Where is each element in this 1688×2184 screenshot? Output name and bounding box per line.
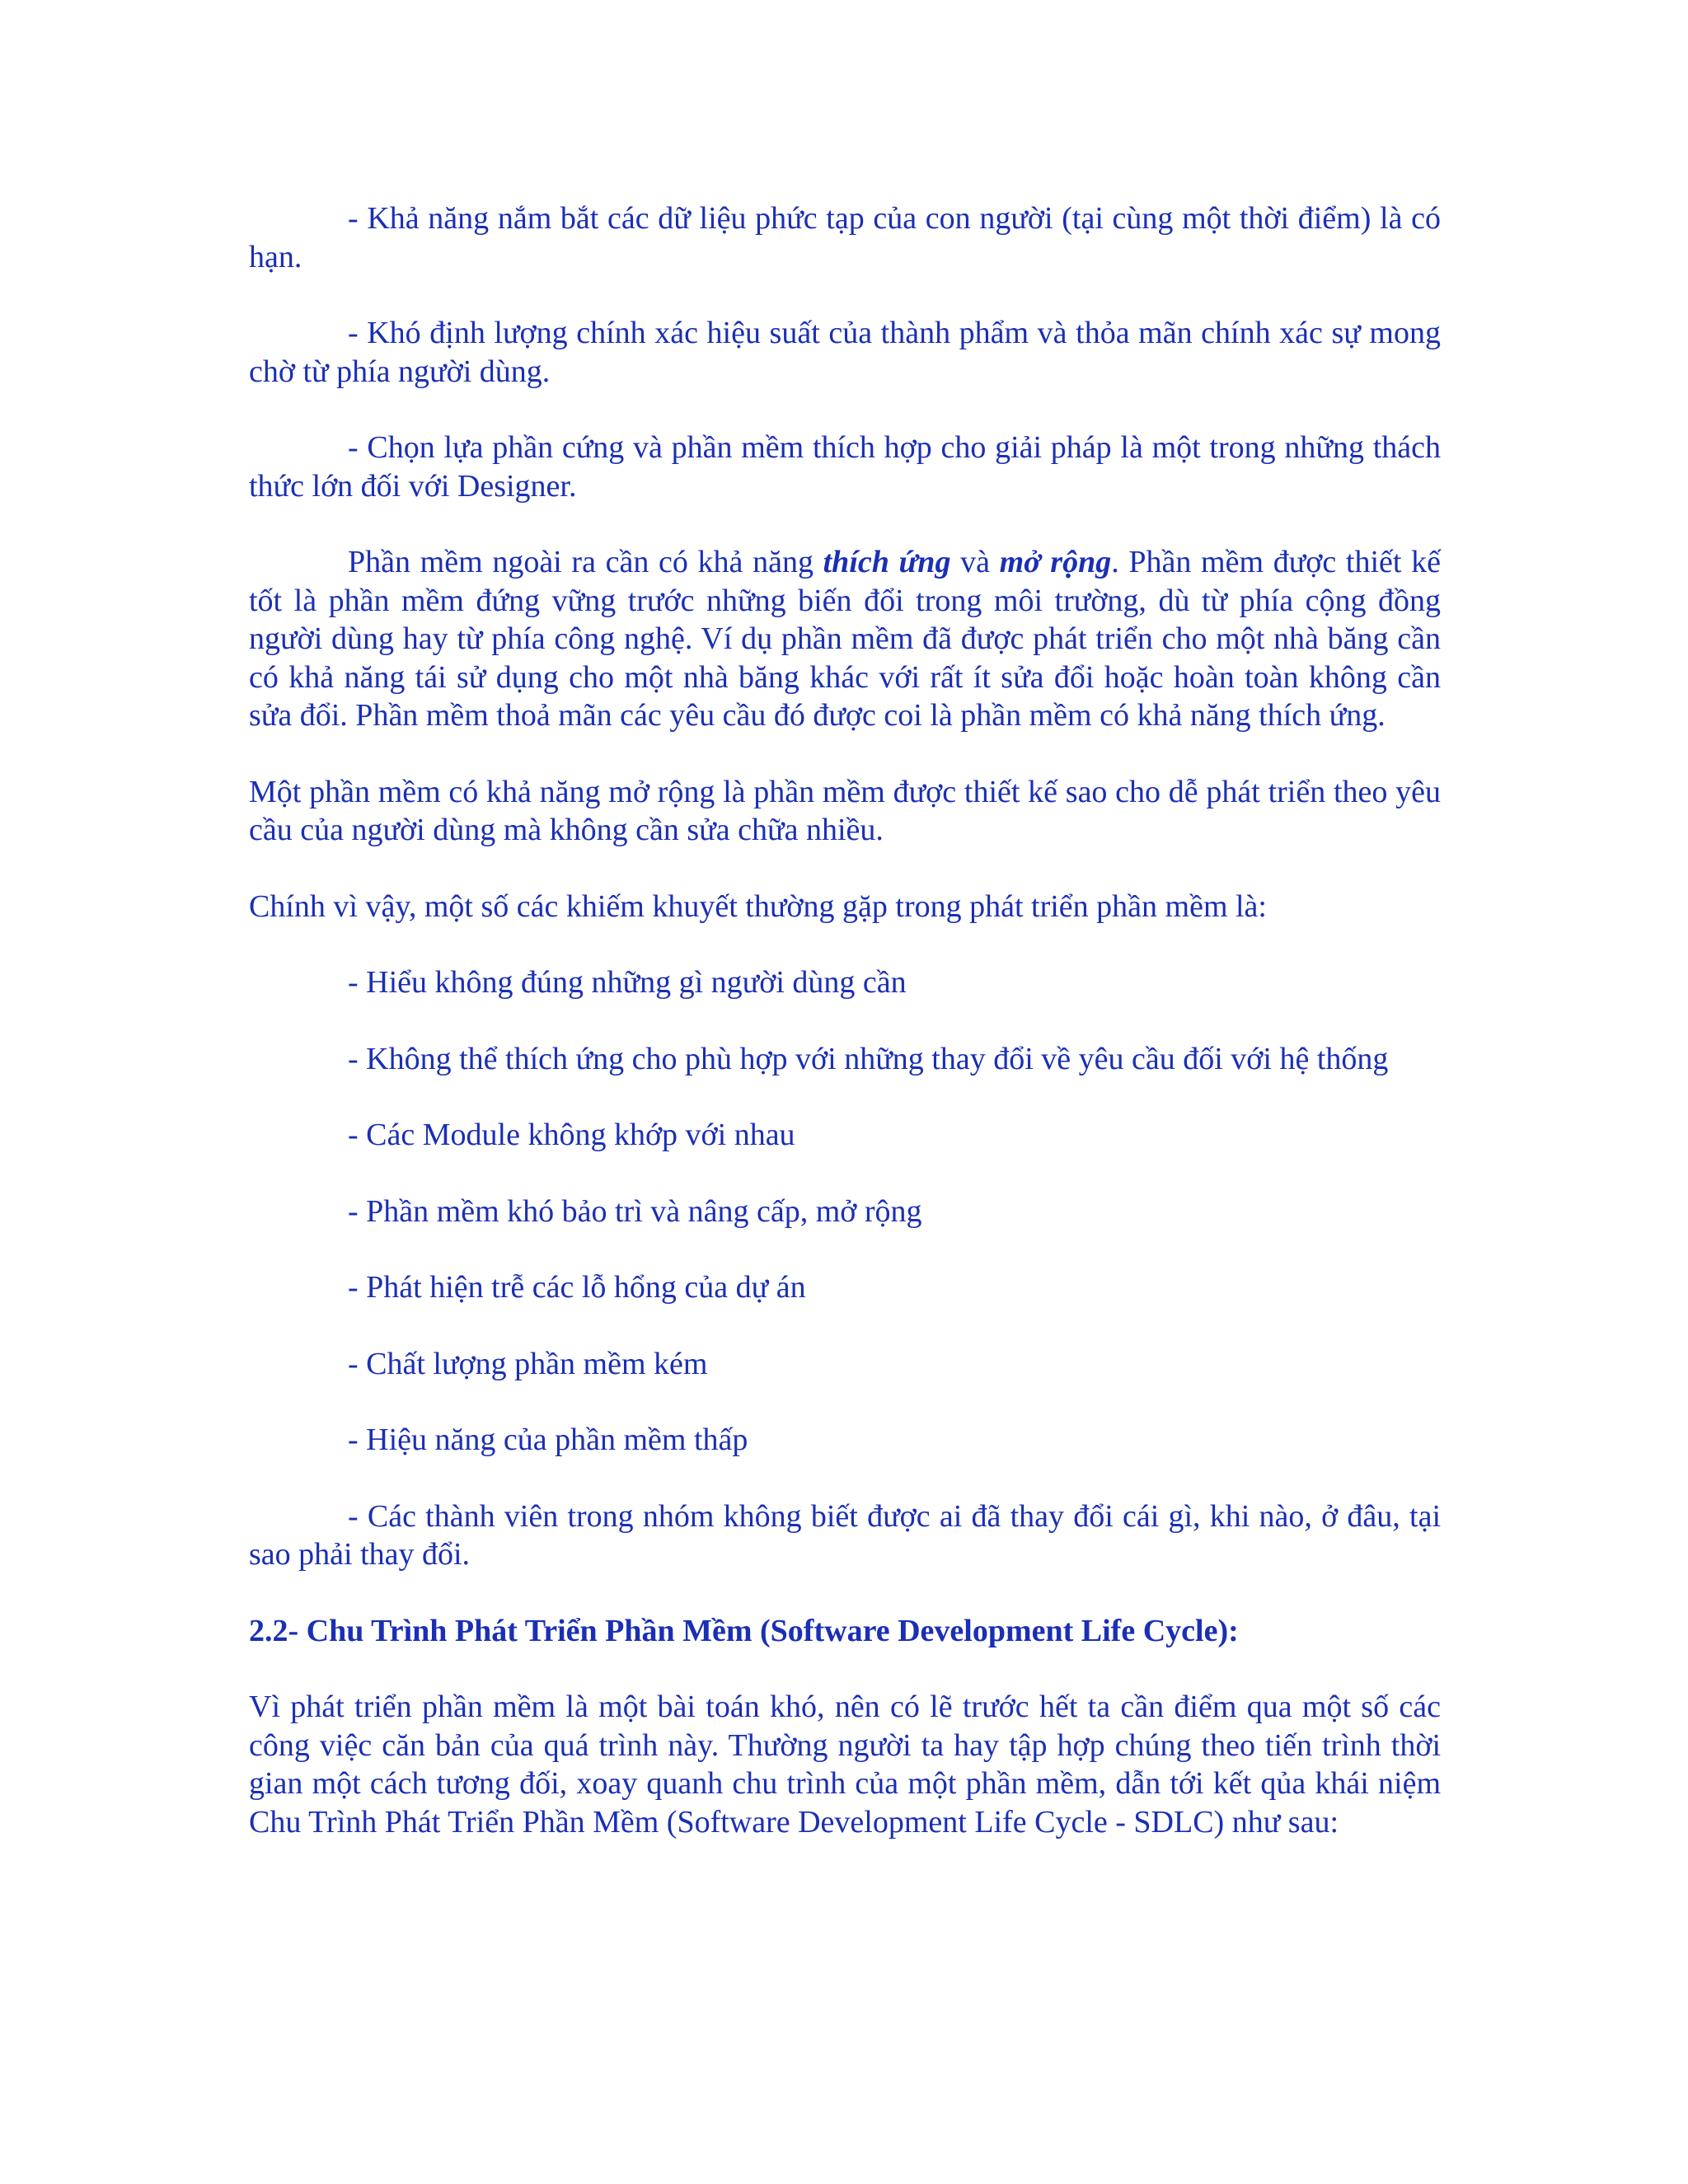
defect-item: - Chất lượng phần mềm kém	[348, 1346, 708, 1381]
defect-item: - Không thể thích ứng cho phù hợp với những thay đổi về yêu cầu đối với hệ thống	[348, 1041, 1389, 1076]
defect-item: - Hiểu không đúng những gì người dùng cần	[348, 965, 907, 1000]
paragraph-performance: - Khó định lượng chính xác hiệu suất của thành phẩm và thỏa mãn chính xác sự mong chờ từ phía người dùng.	[249, 316, 1441, 389]
defect-item: - Phần mềm khó bảo trì và nâng cấp, mở rộng	[348, 1193, 922, 1229]
paragraph-adaptability	[249, 543, 1441, 735]
paragraph-data-complexity: - Khả năng nắm bắt các dữ liệu phức tạp của con người (tại cùng một thời điểm) là có hạn.	[249, 201, 1441, 274]
adaptability-text-after: . Phần mềm được thiết kế tốt là phần mềm đứng vững trước những biến đổi trong môi trường, dù từ phía cộng đồng người dùng hay từ phía công nghệ. Ví dụ phần mềm đã được phát triển cho một nhà băng cần có khả năng tái sử dụng cho một nhà băng khác với rất ít sửa đổi hoặc hoàn toàn không cần sửa đổi. Phần mềm thoả mãn các yêu cầu đó được coi là phần mềm có khả năng thích ứng.	[249, 545, 1442, 733]
paragraph-hardware-software: - Chọn lựa phần cứng và phần mềm thích hợp cho giải pháp là một trong những thách thức lớn đối với Designer.	[249, 430, 1441, 504]
paragraph-extensibility: Một phần mềm có khả năng mở rộng là phần mềm được thiết kế sao cho dễ phát triển theo yêu cầu của người dùng mà không cần sửa chữa nhiều.	[249, 774, 1441, 847]
adaptability-text-mid: và	[950, 545, 1000, 579]
defect-item: - Các Module không khớp với nhau	[348, 1118, 795, 1152]
paragraph-team-changes: - Các thành viên trong nhóm không biết được ai đã thay đổi cái gì, khi nào, ở đâu, tại sao phải thay đổi.	[249, 1498, 1441, 1572]
defect-item: - Phát hiện trễ các lỗ hổng của dự án	[348, 1270, 806, 1305]
adaptability-text-before: Phần mềm ngoài ra cần có khả năng	[348, 545, 823, 579]
term-extensible: mở rộng	[999, 545, 1112, 579]
defect-item: - Hiệu năng của phần mềm thấp	[348, 1422, 748, 1457]
paragraph-defects-intro: Chính vì vậy, một số các khiếm khuyết thường gặp trong phát triển phần mềm là:	[249, 888, 1267, 924]
term-adaptable: thích ứng	[823, 545, 951, 579]
document-body	[249, 199, 1441, 1841]
section-heading-sdlc: 2.2- Chu Trình Phát Triển Phần Mềm (Software Development Life Cycle):	[249, 1613, 1239, 1648]
paragraph-sdlc-intro: Vì phát triển phần mềm là một bài toán khó, nên có lẽ trước hết ta cần điểm qua một số các công việc căn bản của quá trình này. Thường người ta hay tập hợp chúng theo tiến trình thời gian một cách tương đối, xoay quanh chu trình của một phần mềm, dẫn tới kết qủa khái niệm Chu Trình Phát Triển Phần Mềm (Software Development Life Cycle - SDLC) như sau:	[249, 1690, 1441, 1840]
